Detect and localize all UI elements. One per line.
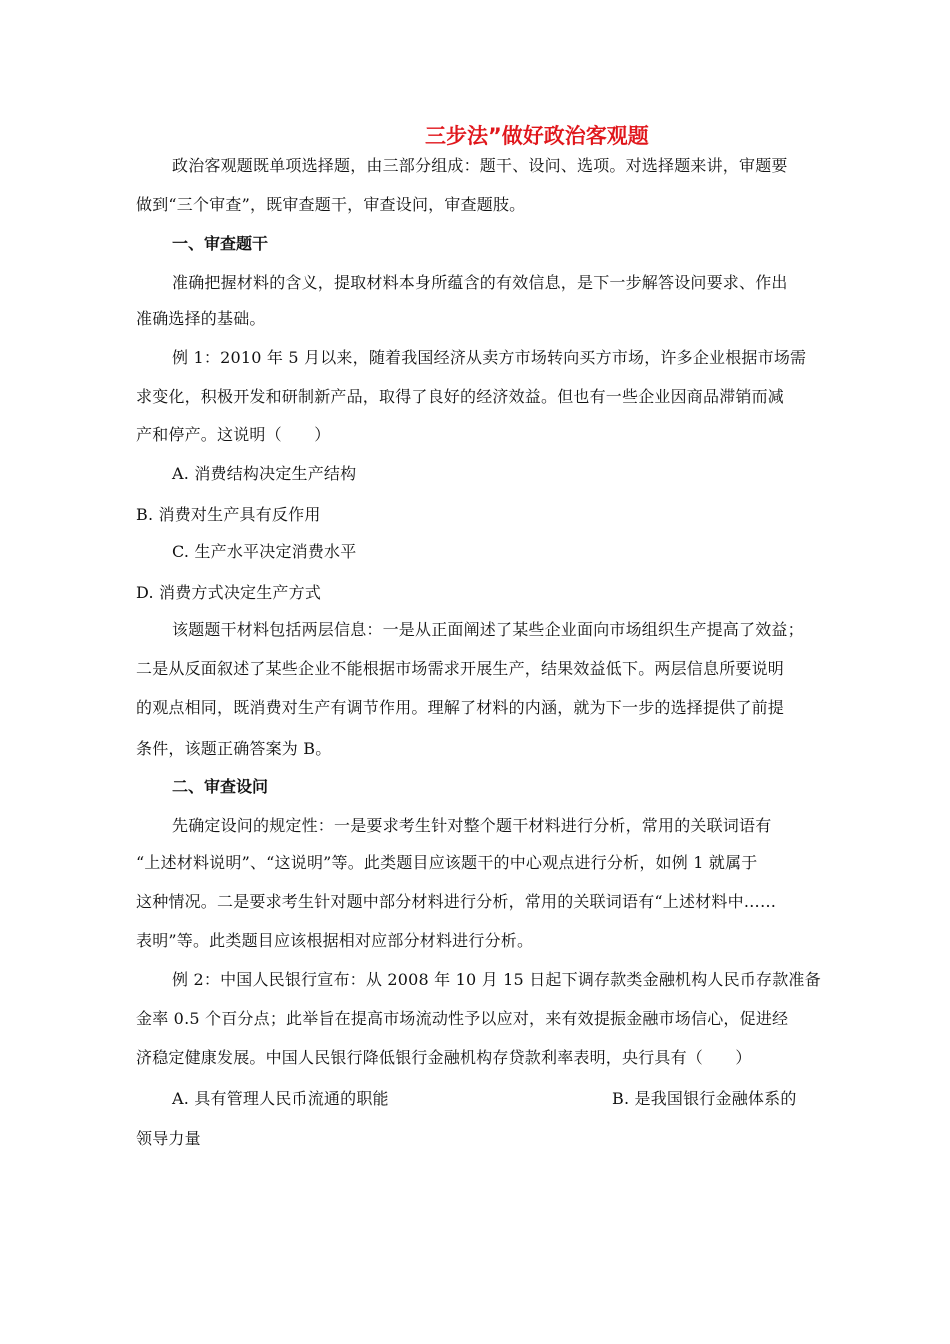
paragraph-line: 表明”等。此类题目应该根据相对应部分材料进行分析。 [136,931,534,950]
paragraph-line: 准确选择的基础。 [136,309,266,328]
paragraph-line: 条件，该题正确答案为 B。 [136,739,332,758]
paragraph-line: 领导力量 [136,1129,201,1148]
paragraph-line: 先确定设问的规定性：一是要求考生针对整个题干材料进行分析，常用的关联词语有 [172,816,772,835]
paragraph-line: 金率 0.5 个百分点；此举旨在提高市场流动性予以应对，来有效提振金融市场信心，促进经 [136,1009,789,1028]
option-b: B. 是我国银行金融体系的 [612,1089,797,1108]
section-heading: 二、审查设问 [172,777,269,796]
paragraph-line: 例 1：2010 年 5 月以来，随着我国经济从卖方市场转向买方市场，许多企业根据市场需 [172,348,807,367]
paragraph-line: 做到“三个审查”，既审查题干，审查设问，审查题肢。 [136,195,526,214]
paragraph-line: 的观点相同，既消费对生产有调节作用。理解了材料的内涵，就为下一步的选择提供了前提 [136,698,785,717]
section-heading: 一、审查题干 [172,234,269,253]
option-d: D. 消费方式决定生产方式 [136,583,322,602]
paragraph-line: 该题题干材料包括两层信息：一是从正面阐述了某些企业面向市场组织生产提高了效益； [172,620,804,639]
paragraph-line: 二是从反面叙述了某些企业不能根据市场需求开展生产，结果效益低下。两层信息所要说明 [136,659,785,678]
option-c: C. 生产水平决定消费水平 [172,542,357,561]
paragraph-line: 政治客观题既单项选择题，由三部分组成：题干、设问、选项。对选择题来讲，审题要 [172,156,788,175]
option-a: A. 消费结构决定生产结构 [172,464,357,483]
option-b: B. 消费对生产具有反作用 [136,505,321,524]
paragraph-line: 产和停产。这说明（ ） [136,425,331,444]
option-a: A. 具有管理人民币流通的职能 [172,1089,389,1108]
paragraph-line: 准确把握材料的含义，提取材料本身所蕴含的有效信息，是下一步解答设问要求、作出 [172,273,788,292]
paragraph-line: 求变化，积极开发和研制新产品，取得了良好的经济效益。但也有一些企业因商品滞销而减 [136,387,785,406]
paragraph-line: 这种情况。二是要求考生针对题中部分材料进行分析，常用的关联词语有“上述材料中…… [136,892,777,911]
document-title: 三步法”做好政治客观题 [425,124,649,148]
paragraph-line: “上述材料说明”、“这说明”等。此类题目应该题干的中心观点进行分析，如例 1 就属于 [136,853,758,872]
paragraph-line: 例 2：中国人民银行宣布：从 2008 年 10 月 15 日起下调存款类金融机构人民币存款准备 [172,970,821,989]
paragraph-line: 济稳定健康发展。中国人民银行降低银行金融机构存贷款利率表明，央行具有（ ） [136,1048,752,1067]
